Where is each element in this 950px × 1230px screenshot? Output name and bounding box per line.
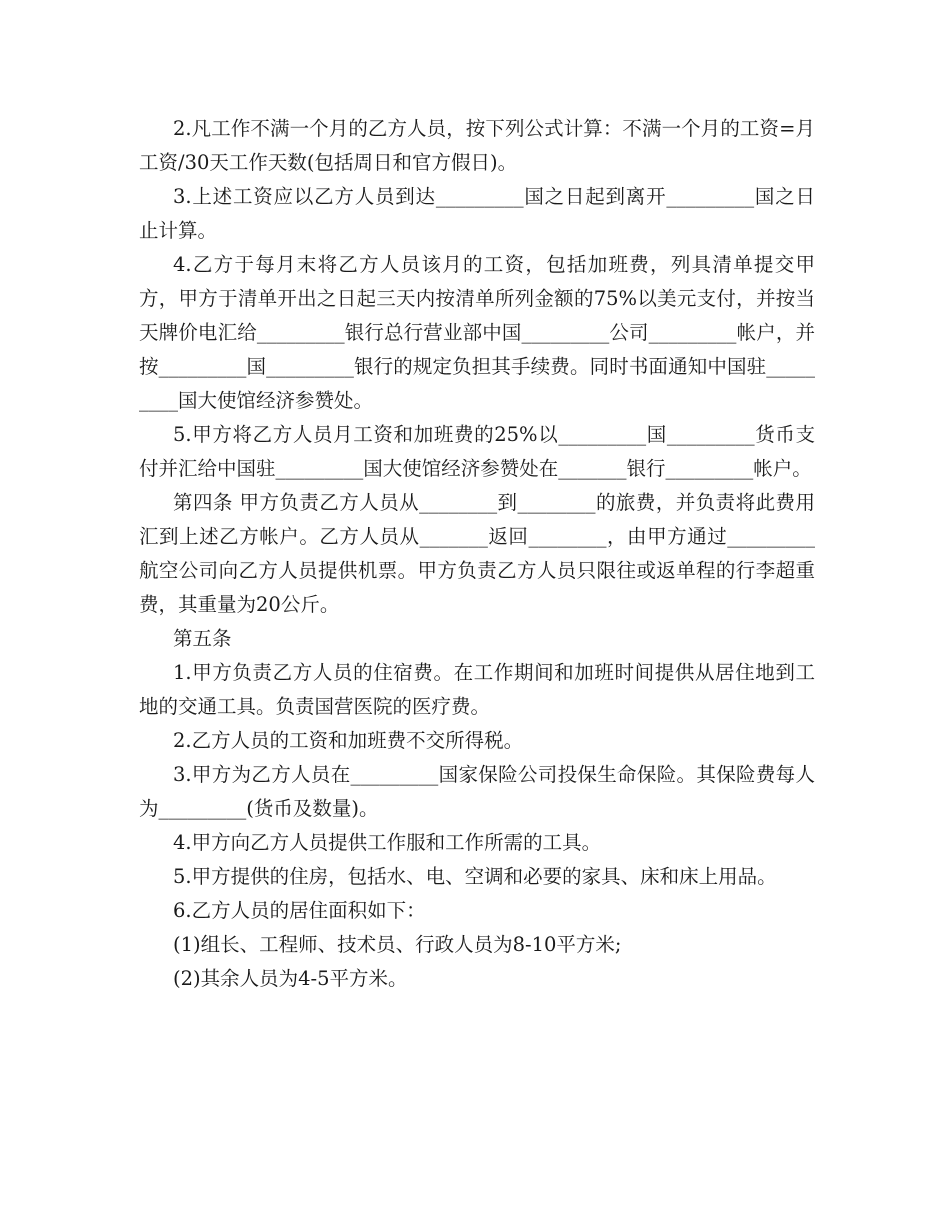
list-item-living-area-1: (1)组长、工程师、技术员、行政人员为8-10平方米; [173,933,622,956]
paragraph-living-area: 6.乙方人员的居住面积如下： [173,899,426,922]
paragraph-local-currency: 5.甲方将乙方人员月工资和加班费的25%以_________国_________货币支付并汇给中国驻_________国大使馆经济参赞处在_______银行_________帐户。 [139,423,815,480]
paragraph-accommodation: 1.甲方负责乙方人员的住宿费。在工作期间和加班时间提供从居住地到工地的交通工具。负责国营医院的医疗费。 [139,661,815,718]
heading-article-5: 第五条 [173,627,232,650]
paragraph-income-tax: 2.乙方人员的工资和加班费不交所得税。 [173,729,524,752]
paragraph-article-4: 第四条 甲方负责乙方人员从________到________的旅费，并负责将此费用汇到上述乙方帐户。乙方人员从_______返回________，由甲方通过_________航空公司向乙方人员提供机票。甲方负责乙方人员只限往或返单程的行李超重费，其重量为20公斤。 [139,491,815,616]
paragraph-housing: 5.甲方提供的住房，包括水、电、空调和必要的家具、床和床上用品。 [173,865,777,888]
paragraph-work-clothes: 4.甲方向乙方人员提供工作服和工作所需的工具。 [173,831,602,854]
paragraph-life-insurance: 3.甲方为乙方人员在_________国家保险公司投保生命保险。其保险费每人为_________(货币及数量)。 [139,763,815,820]
paragraph-wage-period: 3.上述工资应以乙方人员到达_________国之日起到离开_________国之日止计算。 [139,185,815,242]
paragraph-wage-partial-month: 2.凡工作不满一个月的乙方人员，按下列公式计算：不满一个月的工资=月工资/30天工作天数(包括周日和官方假日)。 [139,117,815,174]
document-body [139,112,815,996]
paragraph-wage-payment: 4.乙方于每月末将乙方人员该月的工资，包括加班费，列具清单提交甲方，甲方于清单开出之日起三天内按清单所列金额的75%以美元支付，并按当天牌价电汇给_________银行总行营业部中国_________公司_________帐户，并按_________国_________银行的规定负担其手续费。同时书面通知中国驻_________国大使馆经济参赞处。 [139,253,815,412]
list-item-living-area-2: (2)其余人员为4-5平方米。 [173,967,408,990]
